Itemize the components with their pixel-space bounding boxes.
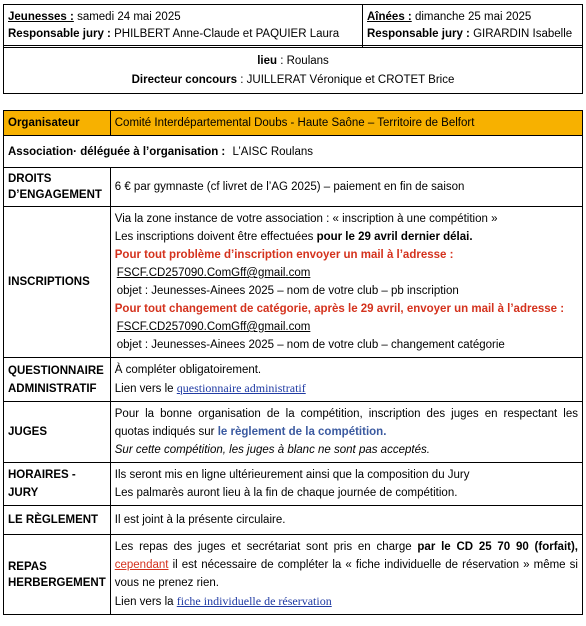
horaires-line2: Les palmarès auront lieu à la fin de chaque journée de compétition.	[114, 487, 458, 499]
juges-label: JUGES	[4, 402, 111, 463]
association-row	[4, 136, 583, 168]
inscriptions-problem-title: Pour tout problème d’inscription envoyer un mail à l’adresse :	[114, 249, 454, 261]
jury-right-label: Responsable jury :	[367, 28, 470, 40]
inscriptions-row	[4, 207, 583, 358]
organisateur-value: Comité Interdépartemental Doubs - Haute Saône – Territoire de Belfort	[110, 111, 582, 136]
reglement-label: LE RÈGLEMENT	[4, 506, 111, 535]
droits-value: 6 € par gymnaste (cf livret de l’AG 2025) – paiement en fin de saison	[110, 168, 582, 207]
juges-reglement-link[interactable]: le règlement de la compétition.	[217, 426, 387, 438]
reglement-value: Il est joint à la présente circulaire.	[110, 506, 582, 535]
repas-text-a: Les repas des juges et secrétariat sont pris en charge	[114, 541, 412, 553]
directeur-label: Directeur concours	[131, 74, 238, 86]
association-value: L’AISC Roulans	[232, 146, 314, 158]
jeunesses-label: Jeunesses :	[8, 11, 74, 23]
questionnaire-row	[4, 358, 583, 402]
repas-link[interactable]: fiche individuelle de réservation	[176, 594, 332, 608]
location-cell	[4, 46, 583, 94]
jury-left-value: PHILBERT Anne-Claude et PAQUIER Laura	[114, 28, 340, 40]
inscriptions-deadline: pour le 29 avril dernier délai.	[316, 231, 473, 243]
event-header-table	[3, 4, 583, 48]
questionnaire-line1: À compléter obligatoirement.	[114, 364, 262, 376]
questionnaire-link[interactable]: questionnaire administratif	[176, 381, 306, 395]
inscriptions-change-title: Pour tout changement de catégorie, après le 29 avril, envoyer un mail à l’adresse :	[114, 303, 565, 315]
ainees-label: Aînées :	[367, 11, 412, 23]
juges-italic-note: Sur cette compétition, les juges à blanc ne sont pas acceptés.	[114, 444, 430, 456]
location-table	[3, 45, 583, 94]
lieu-label: lieu	[257, 55, 277, 67]
inscriptions-objet-2: objet : Jeunesses-Ainees 2025 – nom de votre club – changement catégorie	[116, 339, 505, 351]
reglement-row	[4, 506, 583, 535]
directeur-value: : JUILLERAT Véronique et CROTET Brice	[240, 74, 455, 86]
ainees-date: dimanche 25 mai 2025	[414, 11, 532, 23]
juges-text: Pour la bonne organisation de la compétition, inscription des juges en respectant les quotas indiqués sur	[114, 408, 578, 438]
info-table	[3, 110, 583, 615]
jeunesses-date: samedi 24 mai 2025	[77, 11, 181, 23]
repas-line2: Lien vers la	[114, 596, 174, 608]
repas-text-b: par le CD 25 70 90 (forfait),	[417, 541, 578, 553]
repas-text-d: il est nécessaire de compléter la « fiche individuelle de réservation » même si vous ne prenez rien.	[114, 559, 578, 589]
horaires-row	[4, 463, 583, 506]
juges-row	[4, 402, 583, 463]
inscriptions-label: INSCRIPTIONS	[4, 207, 111, 358]
repas-row	[4, 535, 583, 615]
inscriptions-line1: Via la zone instance de votre association : « inscription à une compétition »	[114, 213, 498, 225]
ainees-cell	[363, 5, 583, 48]
questionnaire-line2: Lien vers le	[114, 383, 174, 395]
organisateur-row	[4, 111, 583, 136]
repas-label: REPAS HERBERGEMENT	[4, 535, 111, 615]
jury-right-value: GIRARDIN Isabelle	[473, 28, 573, 40]
inscriptions-line2a: Les inscriptions doivent être effectuées	[114, 231, 314, 243]
organisateur-label: Organisateur	[4, 111, 111, 136]
jeunesses-cell	[4, 5, 363, 48]
inscriptions-email-2[interactable]: FSCF.CD257090.ComGff@gmail.com	[116, 321, 311, 333]
lieu-value: : Roulans	[280, 55, 329, 67]
horaires-label: HORAIRES - JURY	[4, 463, 111, 506]
jury-left-label: Responsable jury :	[8, 28, 111, 40]
droits-label: DROITS D’ENGAGEMENT	[4, 168, 111, 207]
horaires-line1: Ils seront mis en ligne ultérieurement ainsi que la composition du Jury	[114, 469, 470, 481]
inscriptions-email-1[interactable]: FSCF.CD257090.ComGff@gmail.com	[116, 267, 311, 279]
droits-row	[4, 168, 583, 207]
inscriptions-objet-1: objet : Jeunesses-Ainees 2025 – nom de votre club – pb inscription	[116, 285, 459, 297]
repas-cependant: cependant	[114, 559, 169, 571]
questionnaire-label: QUESTIONNAIRE ADMINISTRATIF	[4, 358, 111, 402]
association-label: Association· déléguée à l’organisation :	[8, 146, 226, 158]
